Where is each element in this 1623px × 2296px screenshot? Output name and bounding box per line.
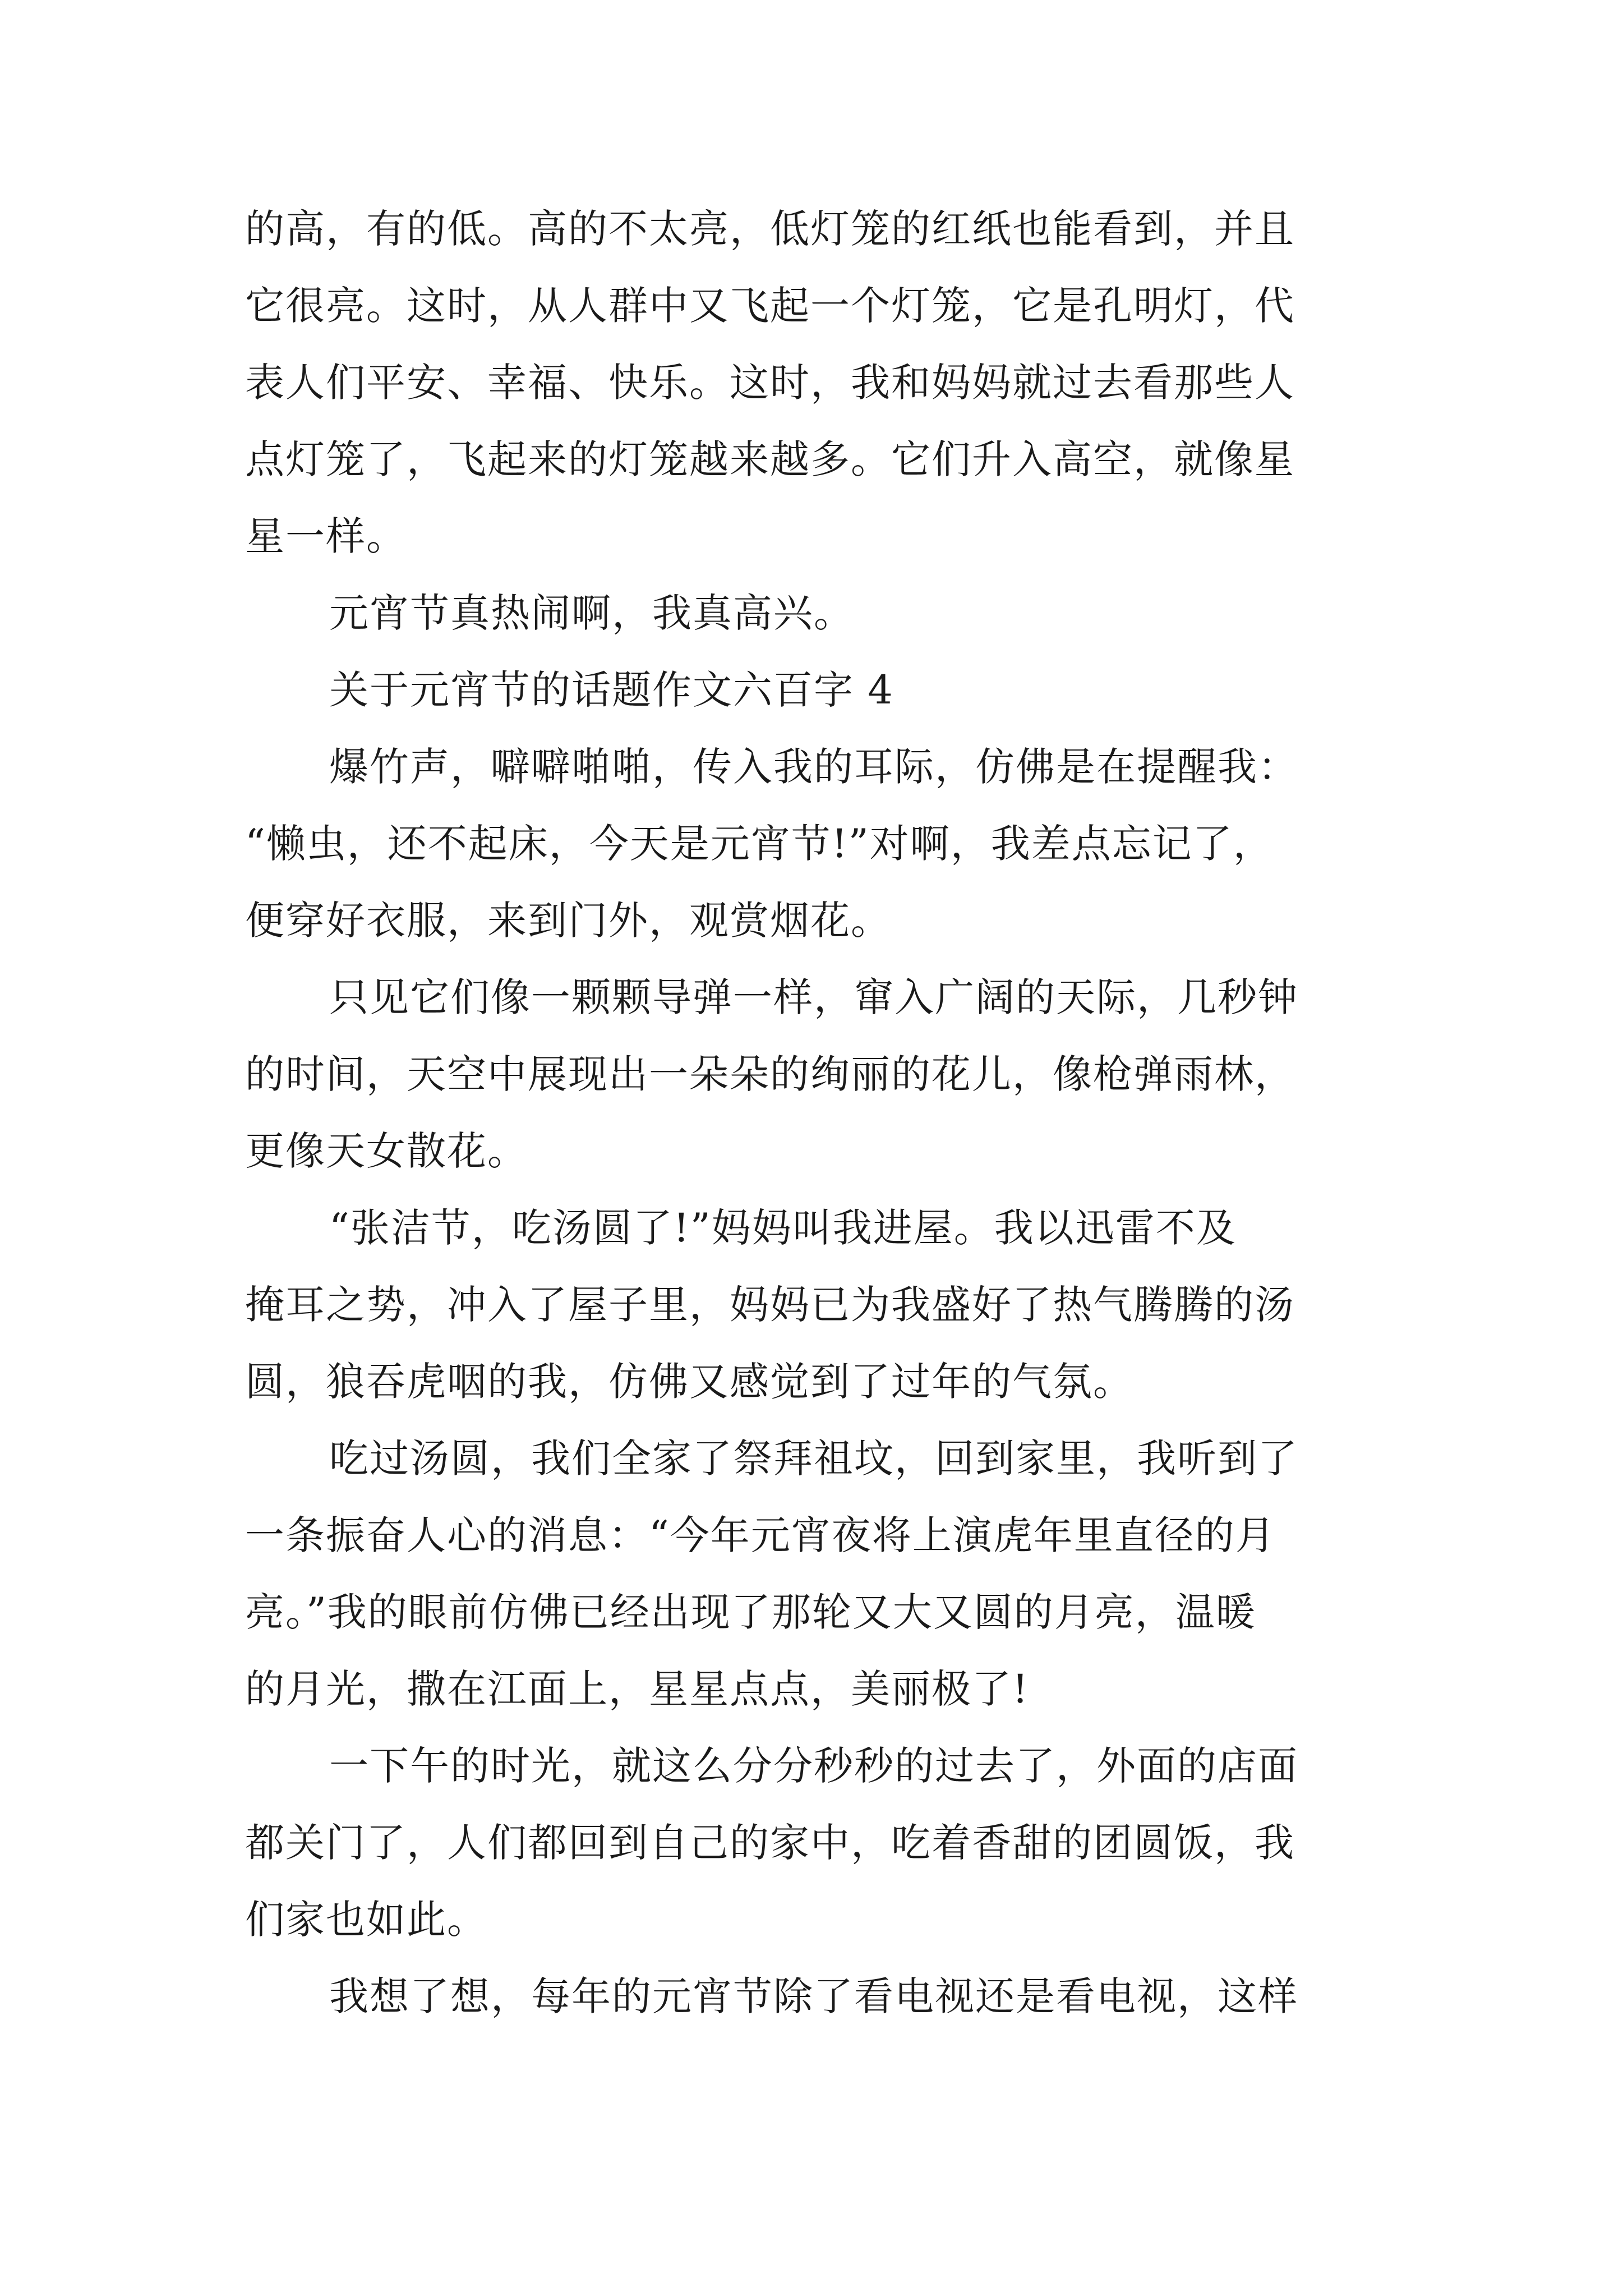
text-line: 便穿好衣服，来到门外，观赏烟花。 bbox=[245, 898, 891, 944]
text-line: “张洁节，吃汤圆了!”妈妈叫我进屋。我以迅雷不及 bbox=[329, 1205, 1237, 1251]
text-line: 表人们平安、幸福、快乐。这时，我和妈妈就过去看那些人 bbox=[245, 360, 1295, 406]
document-body bbox=[245, 191, 1389, 2035]
text-line: 爆竹声，噼噼啪啪，传入我的耳际，仿佛是在提醒我： bbox=[329, 744, 1298, 790]
text-line: 的高，有的低。高的不太亮，低灯笼的红纸也能看到，并且 bbox=[245, 206, 1295, 252]
text-line: 星一样。 bbox=[245, 513, 407, 559]
text-line: 圆，狼吞虎咽的我，仿佛又感觉到了过年的气氛。 bbox=[245, 1359, 1133, 1405]
text-line: 亮。”我的眼前仿佛已经出现了那轮又大又圆的月亮，温暖 bbox=[245, 1589, 1256, 1635]
text-line: 的月光，撒在江面上，星星点点，美丽极了! bbox=[245, 1666, 1030, 1712]
text-line: 我想了想，每年的元宵节除了看电视还是看电视，这样 bbox=[329, 1973, 1298, 2019]
text-line: 它很亮。这时，从人群中又飞起一个灯笼，它是孔明灯，代 bbox=[245, 283, 1295, 329]
text-line: 们家也如此。 bbox=[245, 1897, 487, 1943]
text-line: 元宵节真热闹啊，我真高兴。 bbox=[329, 590, 854, 636]
text-line: 点灯笼了，飞起来的灯笼越来越多。它们升入高空，就像星 bbox=[245, 436, 1295, 482]
text-line: 一下午的时光，就这么分分秒秒的过去了，外面的店面 bbox=[329, 1743, 1298, 1789]
text-line: “懒虫，还不起床，今天是元宵节!”对啊，我差点忘记了， bbox=[245, 821, 1274, 867]
section-heading: 关于元宵节的话题作文六百字 4 bbox=[329, 667, 894, 713]
text-line: 吃过汤圆，我们全家了祭拜祖坟，回到家里，我听到了 bbox=[329, 1435, 1298, 1481]
text-line: 只见它们像一颗颗导弹一样，窜入广阔的天际，几秒钟 bbox=[329, 974, 1298, 1020]
text-line: 一条振奋人心的消息：“今年元宵夜将上演虎年里直径的月 bbox=[245, 1512, 1276, 1558]
text-line: 掩耳之势，冲入了屋子里，妈妈已为我盛好了热气腾腾的汤 bbox=[245, 1282, 1295, 1328]
text-line: 的时间，天空中展现出一朵朵的绚丽的花儿，像枪弹雨林， bbox=[245, 1051, 1295, 1097]
text-line: 都关门了，人们都回到自己的家中，吃着香甜的团圆饭，我 bbox=[245, 1820, 1295, 1866]
text-line: 更像天女散花。 bbox=[245, 1128, 528, 1174]
